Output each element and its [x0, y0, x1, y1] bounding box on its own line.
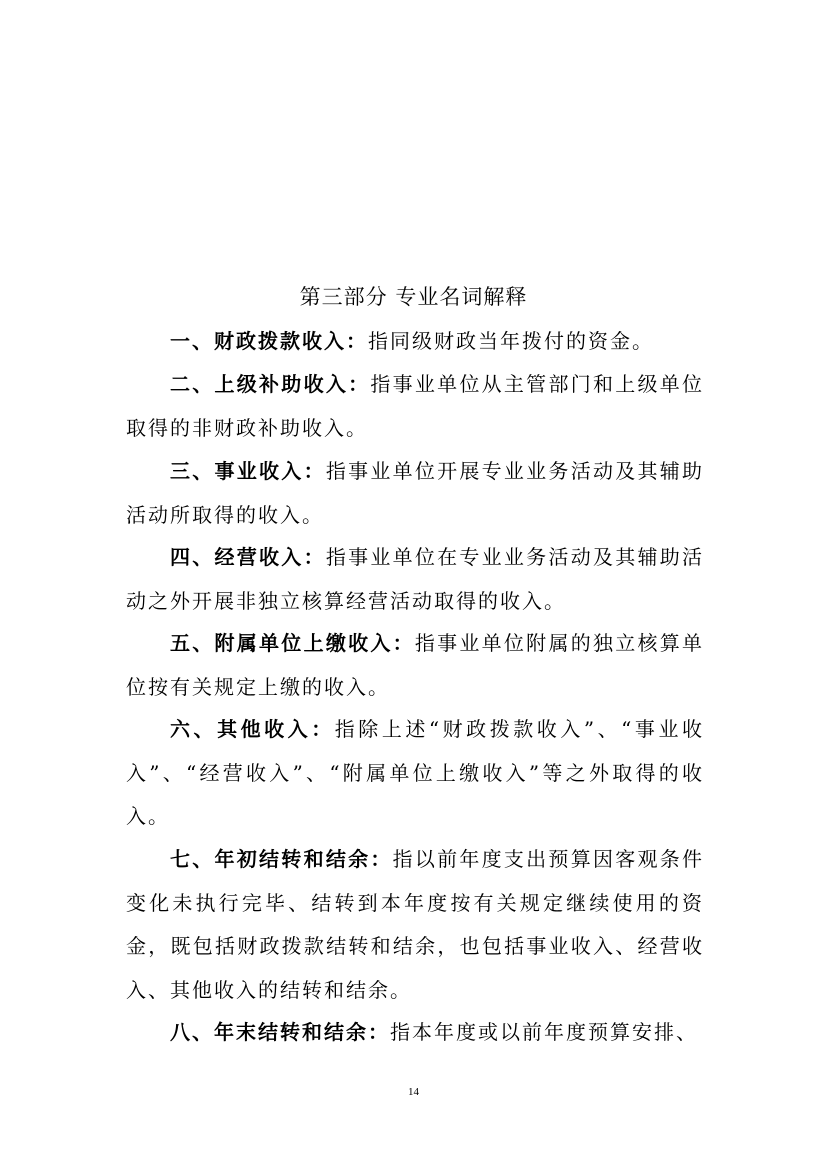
paragraph-term: 二、上级补助收入： [170, 372, 371, 396]
paragraph-text: 指以前年度支出预算因客观条件变化未执行完毕、结转到本年度按有关规定继续使用的资金，既包括财政拨款结转和结余，也包括事业收入、经营收入、其他收入的结转和结余。 [126, 847, 705, 1002]
paragraph-term: 三、事业收入： [170, 459, 326, 483]
paragraph-text: 指事业单位在专业业务活动及其辅助活动之外开展非独立核算经营活动取得的收入。 [126, 545, 705, 613]
paragraph-text: 指事业单位附属的独立核算单位按有关规定上缴的收入。 [126, 631, 705, 699]
paragraph-4 [126, 536, 704, 623]
paragraph-1 [126, 320, 704, 364]
paragraph-term: 一、财政拨款收入： [170, 329, 368, 353]
page-title: 第三部分 专业名词解释 [299, 285, 528, 309]
paragraph-term: 六、其他收入： [170, 717, 335, 741]
page-number: 14 [408, 1086, 419, 1098]
paragraph-term: 四、经营收入： [170, 545, 326, 569]
paragraph-2 [126, 363, 704, 450]
paragraph-text: 指事业单位开展专业业务活动及其辅助活动所取得的收入。 [126, 459, 705, 527]
paragraph-term: 七、年初结转和结余： [170, 847, 393, 871]
paragraph-8 [126, 1011, 704, 1055]
paragraph-term: 八、年末结转和结余： [170, 1020, 390, 1044]
paragraph-7 [126, 838, 704, 1012]
paragraph-5 [126, 622, 704, 709]
paragraph-6 [126, 708, 704, 839]
paragraph-text: 指事业单位从主管部门和上级单位取得的非财政补助收入。 [126, 372, 705, 440]
paragraph-3 [126, 450, 704, 537]
paragraph-text: 指除上述“财政拨款收入”、“事业收入”、“经营收入”、“附属单位上缴收入”等之外取得的收入。 [126, 717, 704, 828]
paragraph-term: 五、附属单位上缴收入： [170, 631, 415, 655]
paragraph-text: 指同级财政当年拨付的资金。 [368, 329, 654, 353]
paragraph-text: 指本年度或以前年度预算安排、 [390, 1020, 698, 1044]
